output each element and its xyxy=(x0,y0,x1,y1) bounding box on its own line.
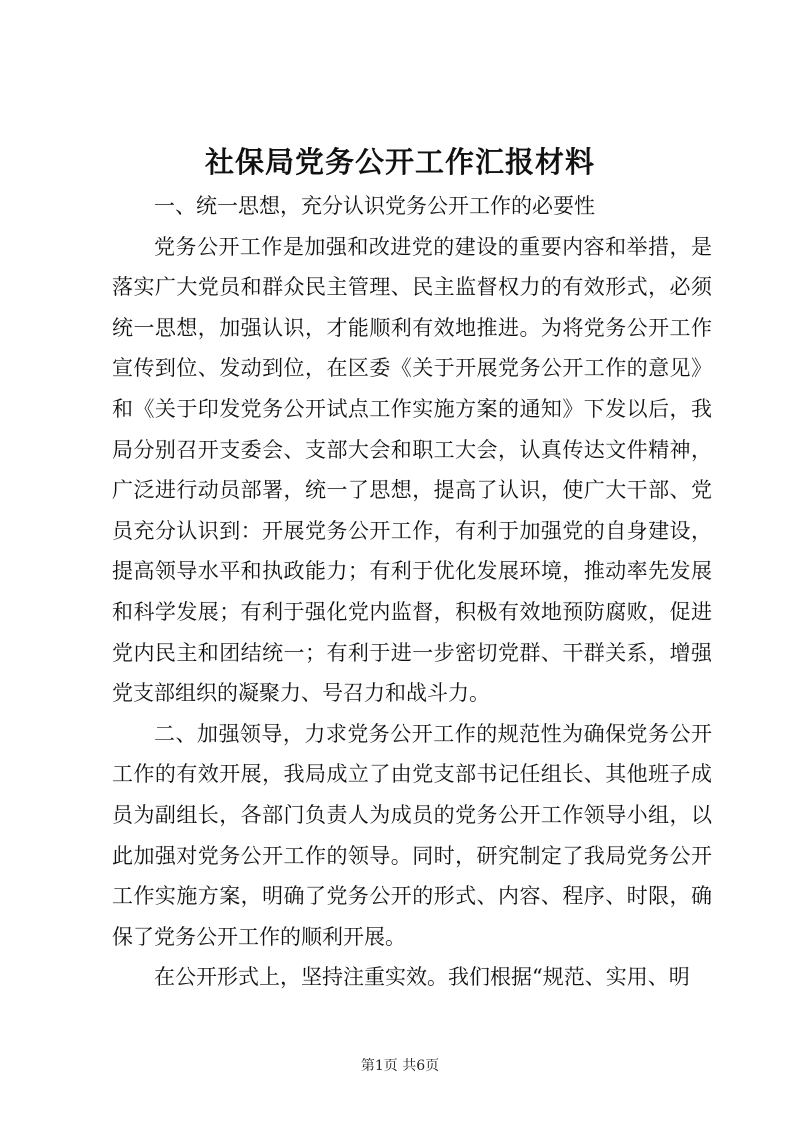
page-footer: 第1页 共6页 xyxy=(360,1058,440,1074)
document-title: 社保局党务公开工作汇报材料 xyxy=(204,145,595,179)
paragraph-2: 二、加强领导，力求党务公开工作的规范性为确保党务公开工作的有效开展，我局成立了由党支部书记任组长、其他班子成员为副组长，各部门负责人为成员的党务公开工作领导小组，以此加强对党务公开工作的领导。同时，研究制定了我局党务公开工作实施方案，明确了党务公开的形式、内容、程序、时限，确保了党务公开工作的顺利开展。 xyxy=(112,721,712,949)
document-body xyxy=(112,186,712,998)
paragraph-1: 党务公开工作是加强和改进党的建设的重要内容和举措，是落实广大党员和群众民主管理、民主监督权力的有效形式，必须统一思想，加强认识，才能顺利有效地推进。为将党务公开工作宣传到位、发动到位，在区委《关于开展党务公开工作的意见》和《关于印发党务公开试点工作实施方案的通知》下发以后，我局分别召开支委会、支部大会和职工大会，认真传达文件精神，广泛进行动员部署，统一了思想，提高了认识，使广大干部、党员充分认识到：开展党务公开工作，有利于加强党的自身建设，提高领导水平和执政能力；有利于优化发展环境，推动率先发展和科学发展；有利于强化党内监督，积极有效地预防腐败，促进党内民主和团结统一；有利于进一步密切党群、干群关系，增强党支部组织的凝聚力、号召力和战斗力。 xyxy=(112,234,712,706)
section-heading-1: 一、统一思想，充分认识党务公开工作的必要性 xyxy=(154,194,595,218)
paragraph-3: 在公开形式上，坚持注重实效。我们根据“规范、实用、明 xyxy=(154,965,690,990)
